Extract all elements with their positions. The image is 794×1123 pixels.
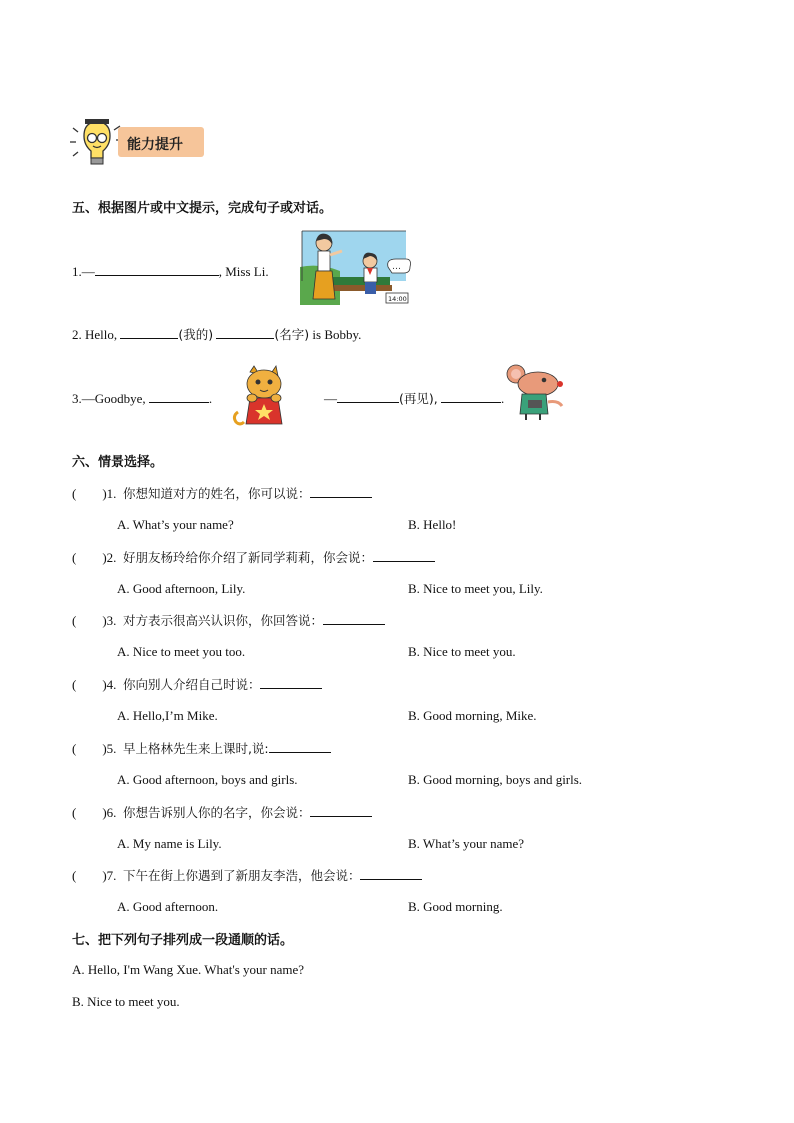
option-a[interactable]: A. What’s your name?	[117, 517, 234, 532]
option-b[interactable]: B. Nice to meet you.	[408, 644, 516, 659]
option-a[interactable]: A. Hello,I’m Mike.	[117, 708, 218, 723]
option-b[interactable]: B. Good morning.	[408, 899, 503, 914]
section7-title: 七、把下列句子排列成一段通顺的话。	[72, 933, 294, 948]
option-b[interactable]: B. Nice to meet you, Lily.	[408, 581, 543, 596]
question-text: 你向别人介绍自己时说：	[122, 677, 261, 692]
option-b[interactable]: B. Good morning, Mike.	[408, 708, 537, 723]
answer-paren[interactable]: (	[72, 486, 103, 501]
s5-q3-right: — (再见), .	[324, 391, 505, 406]
s5-q2-prefix: 2. Hello,	[72, 327, 118, 342]
s5-q3-blank-3[interactable]	[441, 390, 501, 403]
speech-bubble-text: …	[392, 262, 401, 272]
question-row	[72, 867, 422, 884]
answer-paren[interactable]: (	[72, 677, 103, 692]
option-a[interactable]: A. My name is Lily.	[117, 836, 222, 851]
teacher-student-illustration	[300, 229, 412, 310]
option-a[interactable]: A. Good afternoon.	[117, 899, 219, 914]
question-text: 下午在街上你遇到了新朋友李浩，他会说：	[122, 868, 361, 883]
question-row	[72, 740, 331, 757]
question-row	[72, 612, 385, 629]
question-blank[interactable]	[269, 740, 331, 753]
s5-q2	[72, 326, 361, 343]
question-number: )5.	[102, 741, 117, 756]
s7-line-a: A. Hello, I'm Wang Xue. What's your name?	[72, 962, 305, 977]
s5-q2-blank-1[interactable]	[120, 326, 178, 339]
question-blank[interactable]	[260, 676, 322, 689]
question-row	[72, 549, 435, 566]
answer-paren[interactable]: (	[72, 805, 103, 820]
question-blank[interactable]	[323, 612, 385, 625]
question-blank[interactable]	[360, 867, 422, 880]
option-a[interactable]: A. Nice to meet you too.	[117, 644, 246, 659]
question-number: )2.	[102, 550, 117, 565]
question-text: 早上格林先生来上课时,说:	[122, 741, 269, 756]
question-row	[72, 485, 372, 502]
question-number: )6.	[102, 805, 117, 820]
s5-q2-hint-1: (我的)	[178, 327, 214, 342]
question-row	[72, 676, 322, 693]
s5-q3-blank-2[interactable]	[337, 390, 399, 403]
answer-paren[interactable]: (	[72, 550, 103, 565]
question-number: )7.	[102, 868, 117, 883]
s5-q2-suffix: is Bobby.	[312, 327, 362, 342]
question-number: )4.	[102, 677, 117, 692]
s5-q1-suffix: , Miss Li.	[218, 264, 269, 279]
option-a[interactable]: A. Good afternoon, boys and girls.	[117, 772, 298, 787]
option-b[interactable]: B. Good morning, boys and girls.	[408, 772, 583, 787]
option-a[interactable]: A. Good afternoon, Lily.	[117, 581, 246, 596]
s5-q3-dash: —	[324, 391, 337, 406]
s5-q3-blank-1[interactable]	[149, 390, 209, 403]
s5-q2-hint-2: (名字)	[274, 327, 310, 342]
section6-title: 六、情景选择。	[72, 455, 164, 470]
s5-q1	[72, 263, 269, 280]
cat-illustration	[232, 364, 292, 431]
option-b[interactable]: B. Hello!	[408, 517, 457, 532]
s5-q2-blank-2[interactable]	[216, 326, 274, 339]
question-number: )3.	[102, 613, 117, 628]
clock-label: 14:00	[388, 295, 407, 303]
question-blank[interactable]	[310, 804, 372, 817]
section5-title: 五、根据图片或中文提示，完成句子或对话。	[72, 201, 333, 216]
answer-paren[interactable]: (	[72, 613, 103, 628]
badge-label: 能力提升	[127, 137, 183, 153]
s5-q3-hint: (再见),	[399, 391, 438, 406]
s5-q1-prefix: 1.—	[72, 264, 95, 279]
option-b[interactable]: B. What’s your name?	[408, 836, 525, 851]
answer-paren[interactable]: (	[72, 868, 103, 883]
question-text: 你想知道对方的姓名，你可以说：	[122, 486, 311, 501]
s5-q1-blank[interactable]	[95, 263, 219, 276]
mouse-illustration	[504, 362, 568, 427]
question-text: 对方表示很高兴认识你，你回答说：	[122, 613, 323, 628]
s5-q3-left: 3.—Goodbye, .	[72, 391, 213, 406]
question-number: )1.	[102, 486, 117, 501]
question-text: 你想告诉别人你的名字，你会说：	[122, 805, 311, 820]
question-row	[72, 804, 372, 821]
question-blank[interactable]	[310, 485, 372, 498]
s5-q3-prefix: 3.—Goodbye,	[72, 391, 146, 406]
answer-paren[interactable]: (	[72, 741, 103, 756]
question-text: 好朋友杨玲给你介绍了新同学莉莉，你会说：	[122, 550, 373, 565]
s7-line-b: B. Nice to meet you.	[72, 994, 180, 1009]
question-blank[interactable]	[373, 549, 435, 562]
